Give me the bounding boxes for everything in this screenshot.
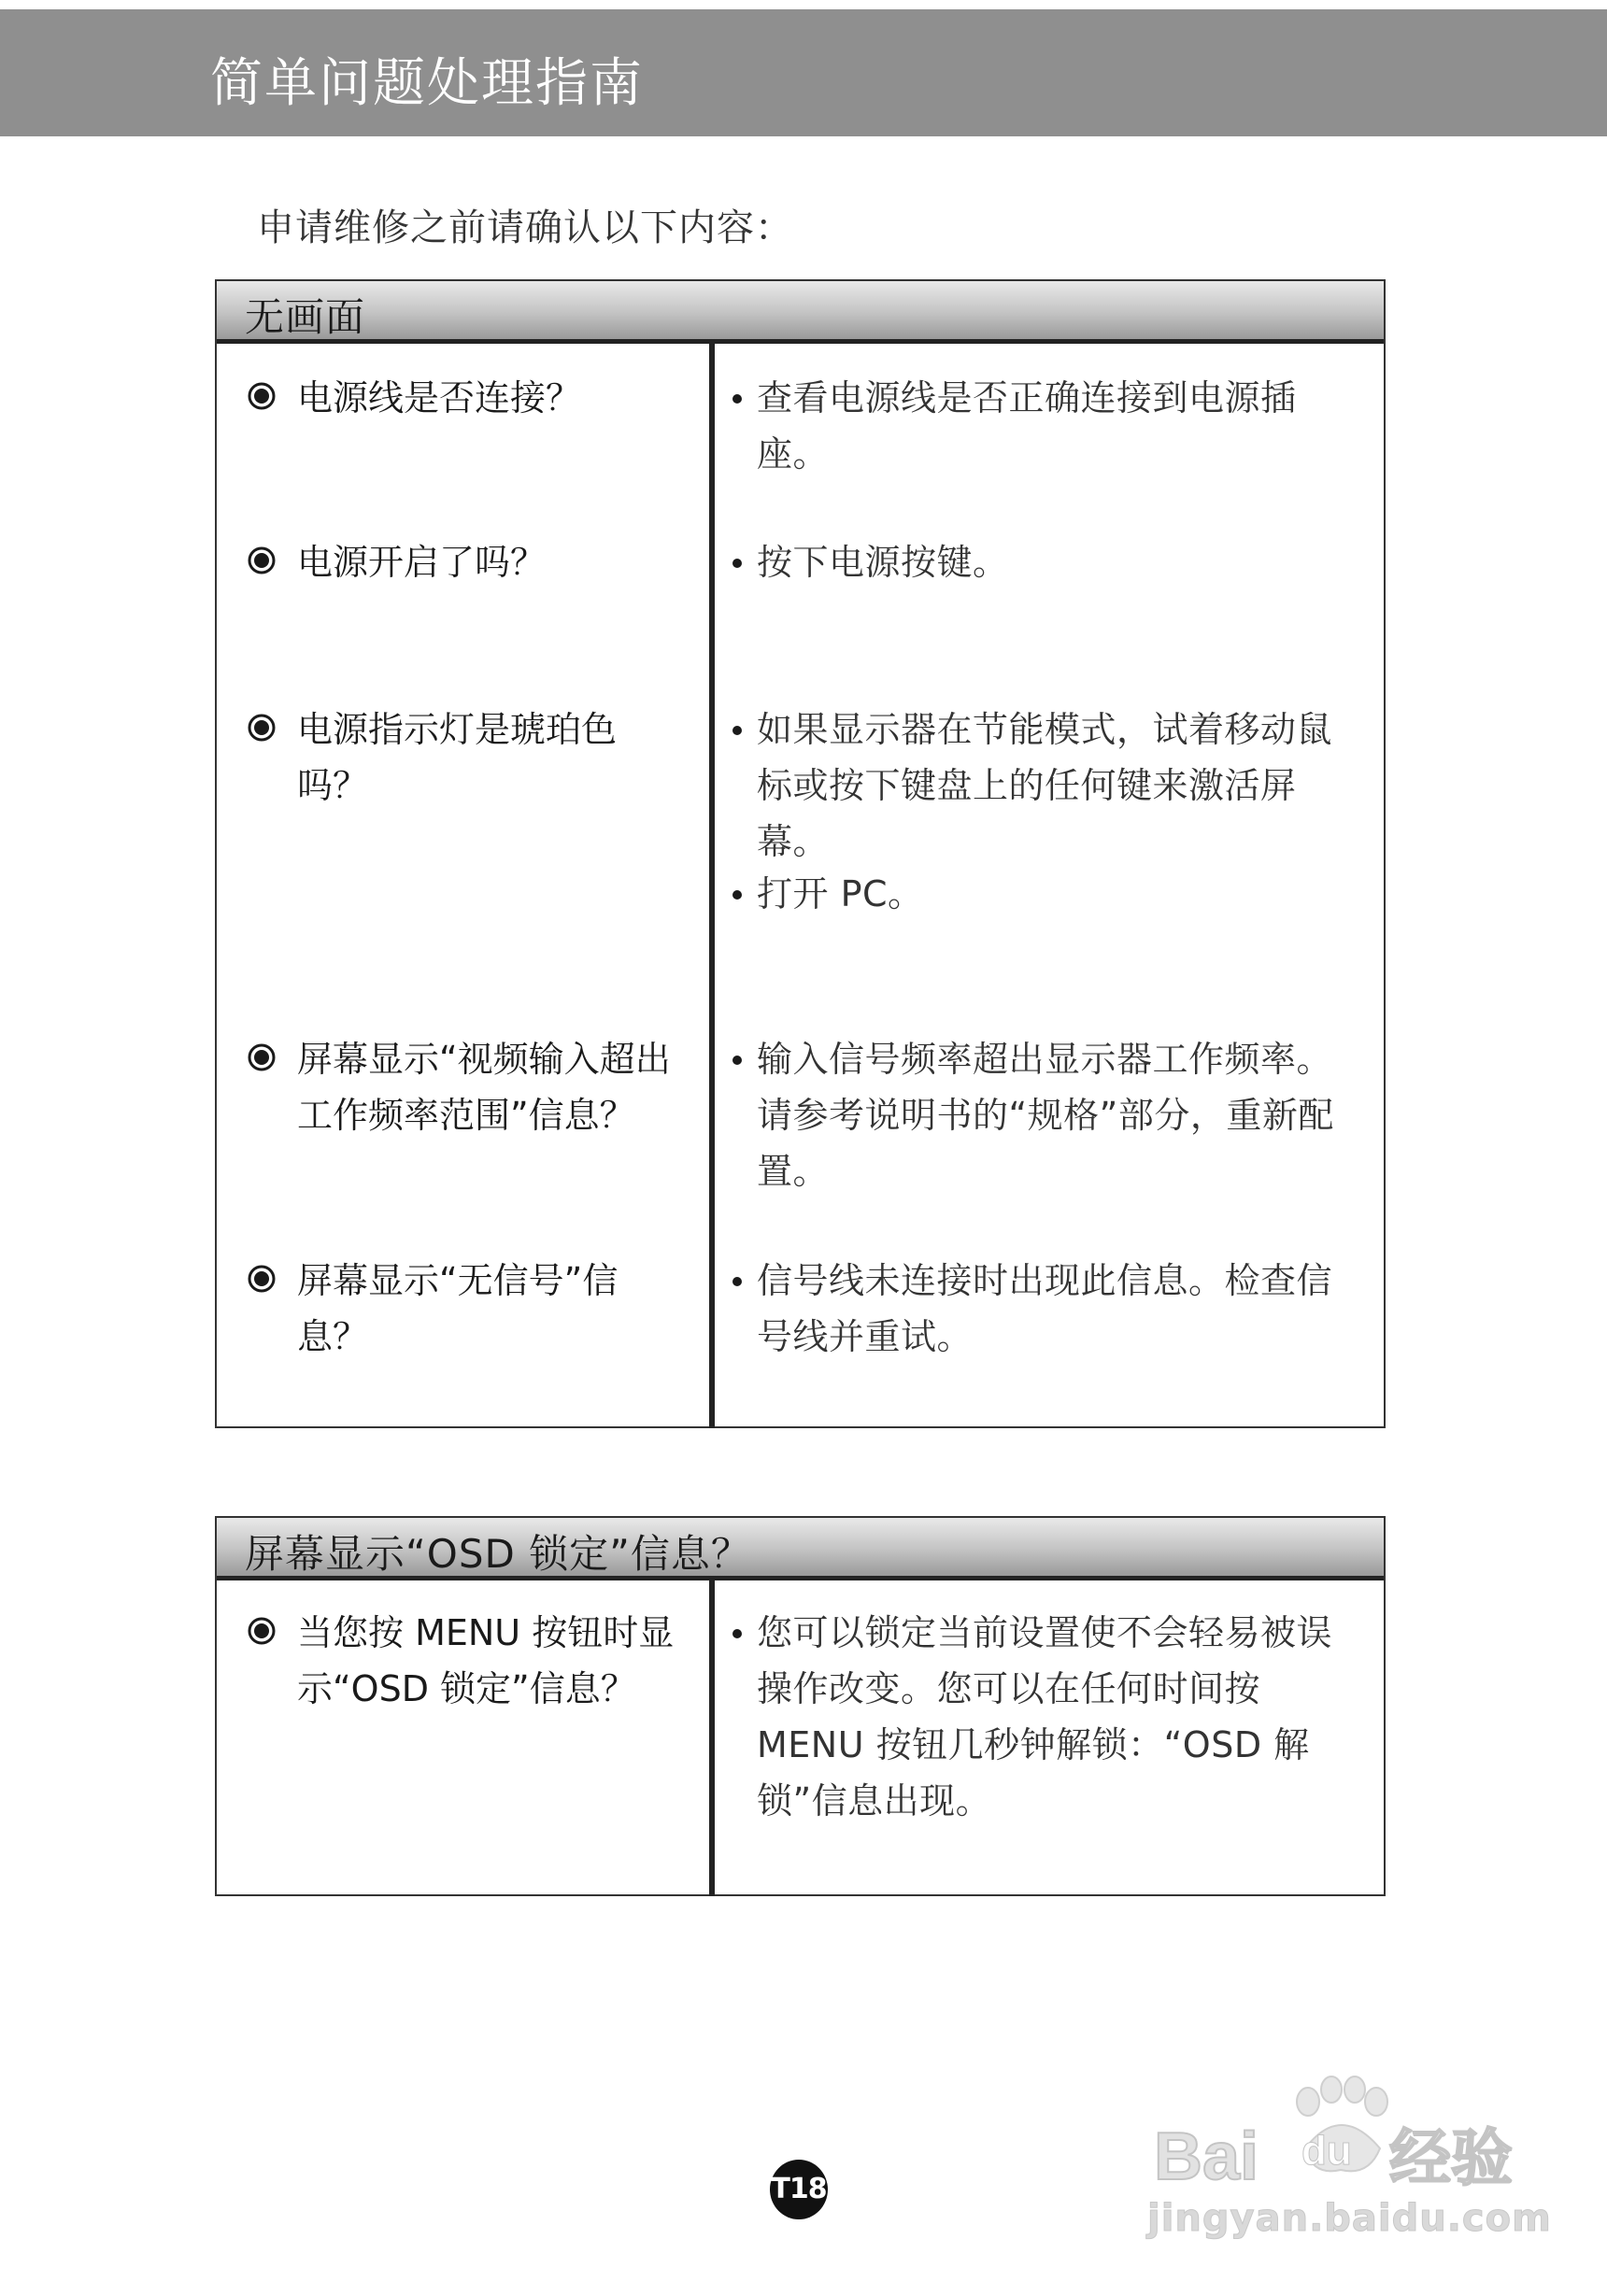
watermark-url: jingyan.baidu.com (1147, 2197, 1552, 2240)
column-divider (709, 344, 715, 1428)
question-text: 电源开启了吗？ (297, 542, 547, 583)
section-title: 无画面 (245, 294, 366, 340)
radio-dot-icon (247, 1616, 277, 1646)
radio-dot-icon (247, 1264, 277, 1294)
bullet-icon (732, 1277, 742, 1286)
table-header (217, 281, 1384, 344)
question-text: 电源线是否连接？ (297, 377, 582, 418)
question-text: 当您按 MENU 按钮时显示“OSD 锁定”信息？ (297, 1612, 675, 1709)
table-header (217, 1518, 1384, 1580)
answer-text: 如果显示器在节能模式，试着移动鼠标或按下键盘上的任何键来激活屏幕。 (757, 709, 1333, 862)
question-item (247, 1031, 686, 1143)
answer-item (732, 1605, 1358, 1829)
question-text: 屏幕显示“视频输入超出工作频率范围”信息？ (297, 1039, 671, 1136)
svg-text:du: du (1301, 2128, 1352, 2174)
page-number-badge: T18 (770, 2160, 828, 2219)
bullet-icon (732, 1056, 742, 1065)
question-text: 电源指示灯是琥珀色吗？ (297, 709, 618, 806)
question-item (247, 702, 686, 814)
bullet-icon (732, 1629, 742, 1638)
table-osd-locked (215, 1516, 1386, 1896)
svg-text:Bai: Bai (1154, 2119, 1259, 2194)
question-item (247, 534, 686, 590)
answer-item (732, 866, 1358, 922)
answer-item (732, 534, 1358, 590)
answer-text: 打开 PC。 (757, 873, 924, 914)
baidu-watermark-logo (1145, 2060, 1537, 2200)
radio-dot-icon (247, 713, 277, 743)
column-divider (709, 1580, 715, 1896)
answer-item (732, 1031, 1358, 1199)
table-no-picture (215, 279, 1386, 1428)
svg-text:经验: 经验 (1389, 2122, 1513, 2194)
radio-dot-icon (247, 381, 277, 411)
page-title: 简单问题处理指南 (210, 53, 644, 114)
question-item (247, 1605, 676, 1717)
question-text: 屏幕显示“无信号”信息？ (297, 1260, 619, 1357)
question-item (247, 370, 686, 426)
answer-text: 您可以锁定当前设置使不会轻易被误操作改变。您可以在任何时间按 MENU 按钮几秒钟解锁：“OSD 解锁”信息出现。 (757, 1612, 1333, 1821)
radio-dot-icon (247, 1042, 277, 1072)
answer-text: 信号线未连接时出现此信息。检查信号线并重试。 (757, 1260, 1333, 1357)
section-title: 屏幕显示“OSD 锁定”信息？ (245, 1531, 751, 1577)
answer-text: 按下电源按键。 (757, 542, 1009, 583)
answer-text: 输入信号频率超出显示器工作频率。请参考说明书的“规格”部分，重新配置。 (757, 1039, 1334, 1192)
bullet-icon (732, 559, 742, 568)
answer-item (732, 1253, 1358, 1365)
question-item (247, 1253, 686, 1365)
answer-text: 查看电源线是否正确连接到电源插座。 (757, 377, 1297, 475)
bullet-icon (732, 890, 742, 900)
bullet-icon (732, 394, 742, 404)
answer-item (732, 370, 1358, 482)
intro-text: 申请维修之前请确认以下内容： (257, 206, 793, 249)
answer-item (732, 702, 1358, 870)
bullet-icon (732, 726, 742, 735)
radio-dot-icon (247, 546, 277, 575)
